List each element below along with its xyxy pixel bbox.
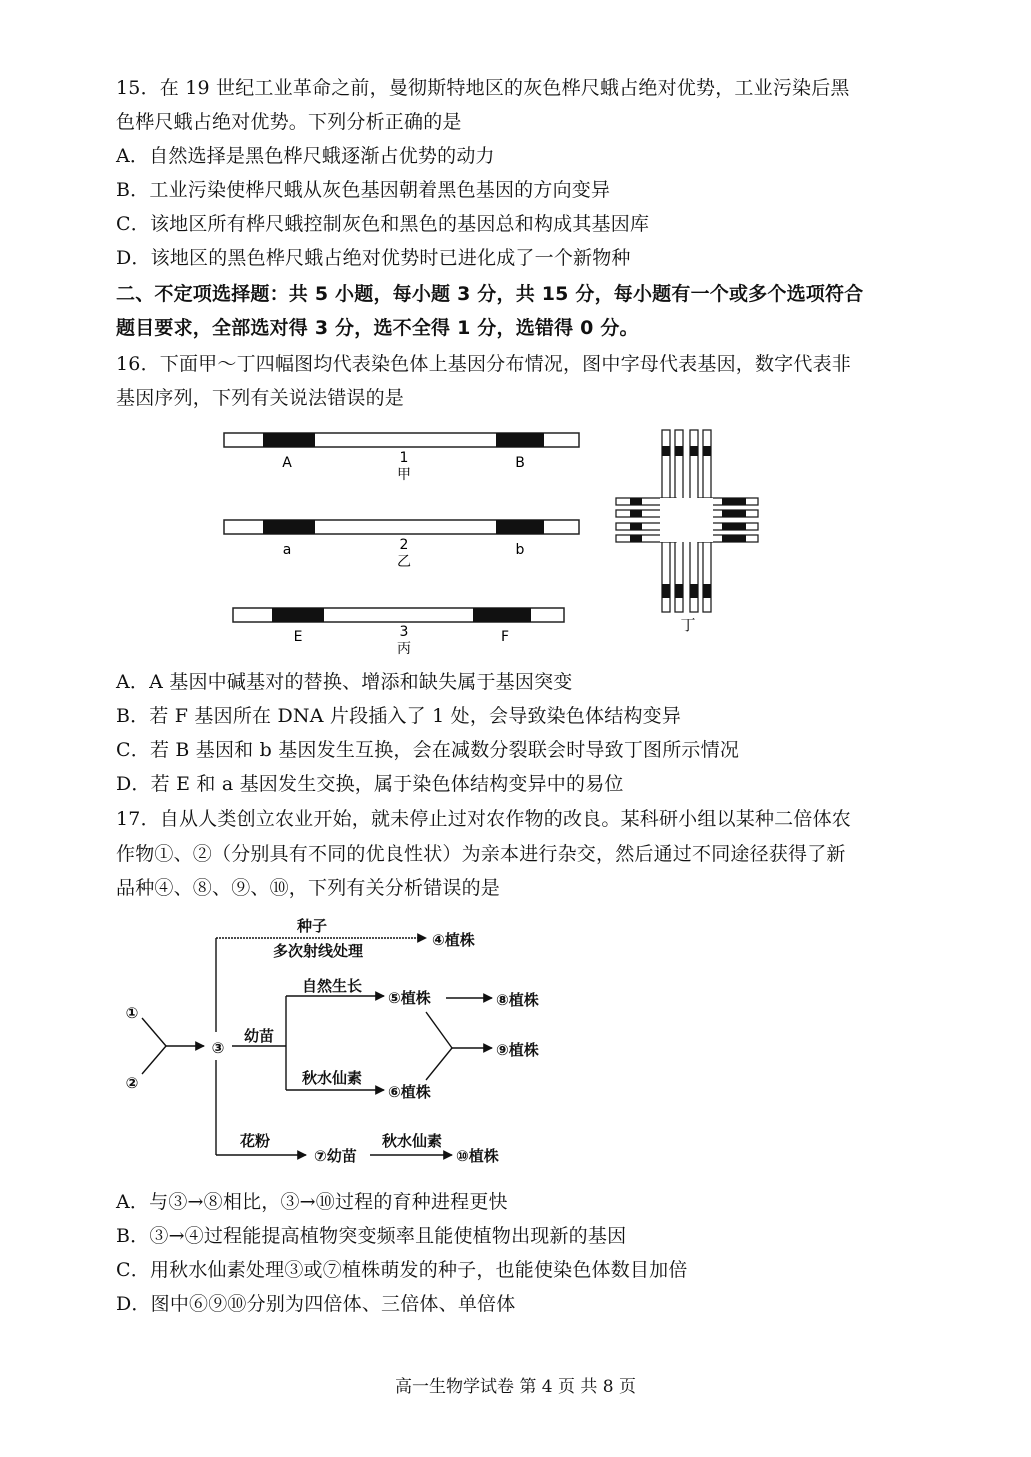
q17-option-d: D．图中⑥⑨⑩分别为四倍体、三倍体、单倍体 — [116, 1293, 516, 1315]
q15-stem-line2: 色桦尺蛾占绝对优势。下列分析正确的是 — [116, 111, 462, 133]
label-colchicine-1: 秋水仙素 — [302, 1069, 363, 1087]
gene-label-E: E — [293, 629, 303, 645]
q15-option-c: C．该地区所有桦尺蛾控制灰色和黑色的基因总和构成其基因库 — [116, 213, 650, 235]
label-colchicine-2: 秋水仙素 — [382, 1132, 443, 1150]
label-seed: 种子 — [296, 917, 328, 935]
q17-option-a: A．与③→⑧相比，③→⑩过程的育种进程更快 — [116, 1191, 508, 1213]
q17-stem-line3: 品种④、⑧、⑨、⑩，下列有关分析错误的是 — [116, 877, 501, 899]
label-natural-growth: 自然生长 — [302, 977, 363, 995]
gene-label-B: B — [515, 455, 525, 471]
q16-option-c: C．若 B 基因和 b 基因发生互换，会在减数分裂联会时导致丁图所示情况 — [116, 739, 740, 761]
q16-option-d: D．若 E 和 a 基因发生交换，属于染色体结构变异中的易位 — [116, 773, 624, 795]
q16-option-a: A．A 基因中碱基对的替换、增添和缺失属于基因突变 — [116, 671, 573, 693]
node-plant-6: ⑥植株 — [388, 1083, 431, 1101]
node-parent-2: ② — [125, 1074, 139, 1092]
node-seedling-7: ⑦幼苗 — [314, 1147, 357, 1165]
label-seedling: 幼苗 — [244, 1027, 275, 1045]
gene-label-a: a — [282, 542, 292, 558]
q15-option-d: D．该地区的黑色桦尺蛾占绝对优势时已进化成了一个新物种 — [116, 247, 631, 269]
q16-stem-line1: 16．下面甲～丁四幅图均代表染色体上基因分布情况，图中字母代表基因，数字代表非 — [116, 353, 851, 375]
label-radiation: 多次射线处理 — [272, 942, 364, 960]
q17-stem-line1: 17．自从人类创立农业开始，就未停止过对农作物的改良。某科研小组以某种二倍体农 — [116, 808, 851, 830]
q15-option-a: A．自然选择是黑色桦尺蛾逐渐占优势的动力 — [116, 145, 495, 167]
gene-label-A: A — [282, 455, 292, 471]
figure-label-jia: 甲 — [397, 467, 411, 483]
node-plant-9: ⑨植株 — [496, 1041, 539, 1059]
section2-heading-line2: 题目要求，全部选对得 3 分，选不全得 1 分，选错得 0 分。 — [116, 317, 639, 339]
page-footer: 高一生物学试卷 第 4 页 共 8 页 — [394, 1377, 637, 1397]
sequence-label-1: 1 — [399, 450, 409, 466]
section2-heading-line1: 二、不定项选择题：共 5 小题，每小题 3 分，共 15 分，每小题有一个或多个选项符合 — [116, 283, 864, 305]
node-parent-1: ① — [125, 1004, 139, 1022]
figure-label-bing: 丙 — [397, 641, 411, 657]
gene-label-F: F — [500, 629, 510, 645]
node-plant-4: ④植株 — [432, 931, 475, 949]
label-pollen: 花粉 — [240, 1132, 271, 1150]
sequence-label-2: 2 — [399, 537, 409, 553]
node-hybrid-3: ③ — [211, 1039, 225, 1057]
q17-stem-line2: 作物①、②（分别具有不同的优良性状）为亲本进行杂交，然后通过不同途径获得了新 — [116, 843, 846, 865]
figure-label-yi: 乙 — [397, 554, 411, 570]
q17-option-c: C．用秋水仙素处理③或⑦植株萌发的种子，也能使染色体数目加倍 — [116, 1259, 688, 1281]
node-plant-10: ⑩植株 — [456, 1147, 499, 1165]
node-plant-8: ⑧植株 — [496, 991, 539, 1009]
q17-option-b: B．③→④过程能提高植物突变频率且能使植物出现新的基因 — [116, 1225, 627, 1247]
q15-stem-line1: 15．在 19 世纪工业革命之前，曼彻斯特地区的灰色桦尺蛾占绝对优势，工业污染后黑 — [116, 77, 850, 99]
sequence-label-3: 3 — [399, 624, 409, 640]
q16-option-b: B．若 F 基因所在 DNA 片段插入了 1 处，会导致染色体结构变异 — [116, 705, 682, 727]
node-plant-5: ⑤植株 — [388, 989, 431, 1007]
q16-stem-line2: 基因序列，下列有关说法错误的是 — [116, 387, 405, 409]
figure-label-ding: 丁 — [680, 616, 696, 634]
q15-option-b: B．工业污染使桦尺蛾从灰色基因朝着黑色基因的方向变异 — [116, 179, 611, 201]
gene-label-b: b — [515, 542, 525, 558]
